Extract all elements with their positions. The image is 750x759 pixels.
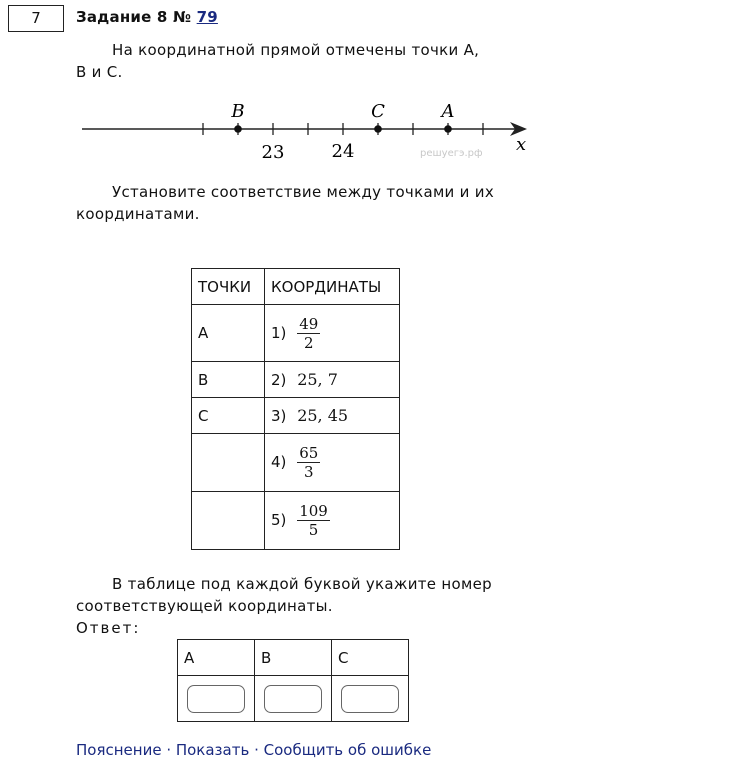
header-points: ТОЧКИ	[192, 269, 265, 305]
coord-number: 1)	[271, 323, 287, 342]
answer-header-c: C	[332, 640, 409, 676]
point-cell	[192, 434, 265, 492]
footer-links[interactable]: Пояснение · Показать · Сообщить об ошибке	[76, 741, 432, 759]
point-cell: A	[192, 305, 265, 362]
coord-cell	[265, 434, 400, 492]
point-cell: B	[192, 362, 265, 398]
tick-label-23: 23	[261, 142, 285, 163]
denominator: 2	[297, 333, 320, 352]
instruction-text	[76, 181, 546, 225]
coord-cell	[265, 305, 400, 362]
point-label-c: C	[371, 101, 385, 122]
instruction-line-1: Установите соответствие между точками и их	[112, 183, 495, 201]
answer-instruction-line-2: соответствующей координаты.	[76, 597, 333, 615]
answer-header-b: B	[255, 640, 332, 676]
answer-input-b[interactable]	[264, 685, 322, 713]
numerator: 49	[299, 314, 319, 333]
number-line	[70, 95, 540, 165]
coord-value: 25, 7	[297, 370, 338, 389]
answer-table-inputs	[178, 676, 409, 722]
tick-label-24: 24	[331, 141, 355, 162]
coord-number: 5)	[271, 511, 287, 529]
match-row-1	[192, 305, 400, 362]
instruction-line-2: координатами.	[76, 205, 200, 223]
match-table-header	[192, 269, 400, 305]
answer-table	[177, 639, 409, 722]
match-row-5	[192, 492, 400, 550]
task-title	[76, 8, 218, 26]
answer-input-c[interactable]	[341, 685, 399, 713]
coord-cell	[265, 362, 400, 398]
denominator: 3	[297, 462, 320, 481]
answer-label: Ответ:	[76, 619, 141, 637]
numerator: 65	[299, 444, 319, 462]
match-row-2	[192, 362, 400, 398]
fraction	[297, 315, 320, 352]
header-coords: КООРДИНАТЫ	[265, 269, 400, 305]
coord-cell	[265, 492, 400, 550]
task-id-link[interactable]: 79	[196, 8, 218, 26]
coord-number: 4)	[271, 453, 287, 471]
coord-value: 25, 45	[297, 406, 349, 425]
axis-label-x: x	[516, 134, 527, 155]
fraction	[297, 502, 330, 539]
match-row-4	[192, 434, 400, 492]
intro-line-1: На координатной прямой отмечены точки A,	[112, 41, 480, 59]
task-title-text: Задание 8 №	[76, 8, 192, 26]
coord-number: 3)	[271, 407, 287, 425]
answer-table-header	[178, 640, 409, 676]
answer-cell-b	[255, 676, 332, 722]
task-number-box: 7	[8, 5, 64, 32]
coord-number: 2)	[271, 371, 287, 389]
denominator: 5	[297, 520, 330, 539]
watermark: решуегэ.рф	[420, 148, 483, 159]
answer-cell-c	[332, 676, 409, 722]
match-table	[191, 268, 400, 550]
point-cell	[192, 492, 265, 550]
point-b	[234, 125, 242, 133]
answer-instruction	[76, 573, 546, 639]
numerator: 109	[299, 502, 328, 520]
point-label-a: A	[441, 101, 455, 122]
point-a	[444, 125, 452, 133]
intro-text	[76, 39, 536, 83]
intro-line-2: B и C.	[76, 63, 123, 81]
match-row-3	[192, 398, 400, 434]
answer-instruction-line-1: В таблице под каждой буквой укажите номер	[112, 575, 492, 593]
point-cell: C	[192, 398, 265, 434]
answer-input-a[interactable]	[187, 685, 245, 713]
answer-header-a: A	[178, 640, 255, 676]
coord-cell	[265, 398, 400, 434]
point-c	[374, 125, 382, 133]
fraction	[297, 444, 320, 481]
answer-cell-a	[178, 676, 255, 722]
point-label-b: B	[231, 101, 245, 122]
